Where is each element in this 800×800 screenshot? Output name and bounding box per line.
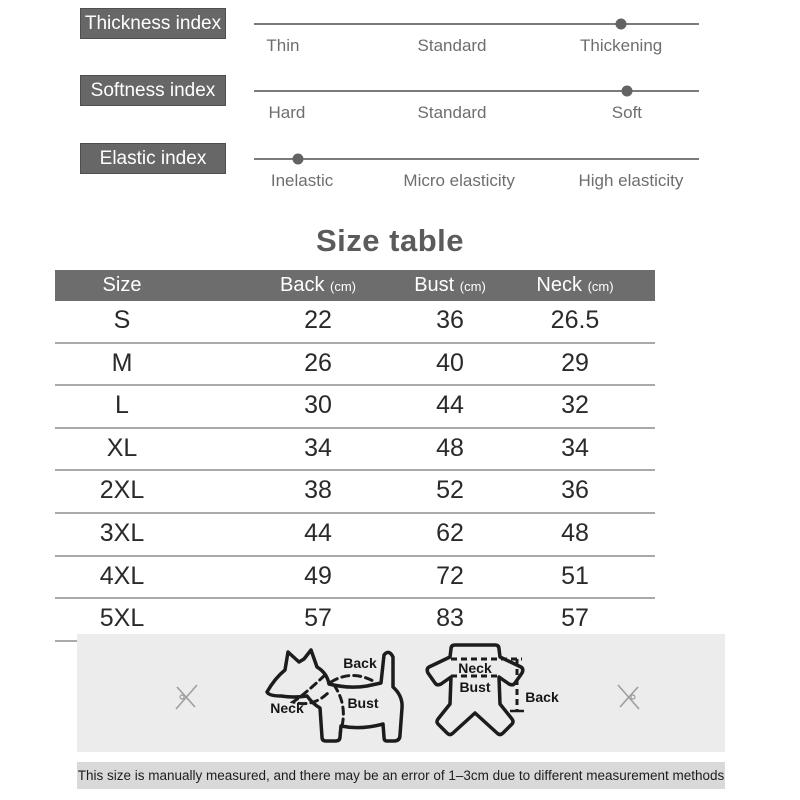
bust-value: 72 bbox=[436, 561, 464, 590]
size-table-title: Size table bbox=[316, 223, 464, 258]
table-row bbox=[55, 557, 655, 600]
thickness-index-label: Thickness index bbox=[80, 8, 226, 39]
back-value: 38 bbox=[304, 476, 332, 505]
garment-measurement-diagram bbox=[420, 640, 570, 744]
size-value: S bbox=[113, 306, 131, 334]
softness-index-dot bbox=[621, 86, 632, 97]
neck-value: 51 bbox=[561, 561, 589, 590]
carousel-prev-icon[interactable] bbox=[173, 682, 201, 712]
softness-index-label: Softness index bbox=[80, 75, 226, 106]
tick-inelastic: Inelastic bbox=[270, 171, 334, 190]
unit-label: (cm) bbox=[330, 279, 357, 294]
tick-soft: Soft bbox=[611, 103, 643, 122]
dog-neck-label: Neck bbox=[270, 700, 304, 716]
tick-hard: Hard bbox=[268, 103, 306, 122]
tick-micro-elasticity: Micro elasticity bbox=[403, 171, 515, 190]
garment-bust-label: Bust bbox=[459, 679, 491, 695]
measurement-diagram-panel bbox=[77, 634, 725, 752]
bust-value: 52 bbox=[436, 476, 464, 505]
size-value: XL bbox=[106, 433, 138, 462]
col-header-back: Back (cm) bbox=[279, 274, 357, 296]
back-value: 44 bbox=[304, 518, 332, 547]
bust-value: 48 bbox=[436, 433, 464, 462]
disclaimer-text: This size is manually measured, and there may be an error of 1–3cm due to different measurement methods bbox=[77, 768, 725, 783]
elastic-index-label: Elastic index bbox=[80, 143, 226, 174]
softness-index-row bbox=[0, 75, 800, 137]
back-value: 22 bbox=[304, 306, 332, 334]
bust-value: 62 bbox=[436, 518, 464, 547]
neck-value: 57 bbox=[561, 604, 589, 633]
neck-value: 48 bbox=[561, 518, 589, 547]
table-row bbox=[55, 386, 655, 429]
bust-value: 40 bbox=[436, 348, 464, 377]
thickness-index-dot bbox=[616, 19, 627, 30]
table-row bbox=[55, 344, 655, 387]
dog-back-label: Back bbox=[343, 655, 377, 671]
bust-value: 44 bbox=[436, 391, 464, 420]
size-value: 3XL bbox=[99, 518, 145, 547]
bust-value: 36 bbox=[436, 306, 464, 334]
elastic-index-row bbox=[0, 143, 800, 205]
back-value: 49 bbox=[304, 561, 332, 590]
col-header-bust: Bust (cm) bbox=[414, 274, 486, 296]
neck-value: 34 bbox=[561, 433, 589, 462]
tick-high-elasticity: High elasticity bbox=[578, 171, 684, 190]
col-header-neck: Neck (cm) bbox=[536, 274, 614, 296]
back-value: 30 bbox=[304, 391, 332, 420]
back-value: 34 bbox=[304, 433, 332, 462]
size-table bbox=[55, 270, 655, 642]
back-value: 26 bbox=[304, 348, 332, 377]
disclaimer-bar bbox=[77, 762, 725, 789]
dog-measurement-diagram bbox=[249, 642, 425, 754]
table-row bbox=[55, 301, 655, 344]
tick-thin: Thin bbox=[266, 36, 300, 55]
unit-label: (cm) bbox=[587, 279, 614, 294]
size-value: L bbox=[115, 391, 129, 420]
elastic-index-dot bbox=[293, 154, 304, 165]
carousel-next-icon[interactable] bbox=[614, 682, 642, 712]
table-row bbox=[55, 471, 655, 514]
bust-value: 83 bbox=[436, 604, 464, 633]
unit-label: (cm) bbox=[459, 279, 486, 294]
table-row bbox=[55, 514, 655, 557]
size-value: 2XL bbox=[99, 476, 145, 505]
size-value: M bbox=[111, 348, 133, 377]
dog-bust-label: Bust bbox=[347, 695, 379, 711]
neck-value: 32 bbox=[561, 391, 589, 420]
back-value: 57 bbox=[304, 604, 332, 633]
neck-value: 36 bbox=[561, 476, 589, 505]
size-table-header bbox=[55, 270, 655, 301]
elastic-index-track bbox=[254, 158, 699, 190]
softness-index-track bbox=[254, 90, 699, 122]
dog-back-dashed-line bbox=[331, 676, 375, 683]
tick-standard: Standard bbox=[417, 103, 487, 122]
garment-back-label: Back bbox=[525, 689, 559, 705]
neck-value: 26.5 bbox=[550, 306, 600, 334]
size-value: 4XL bbox=[99, 561, 145, 590]
tick-thickening: Thickening bbox=[580, 36, 663, 55]
tick-standard: Standard bbox=[417, 36, 487, 55]
garment-neck-label: Neck bbox=[458, 660, 492, 676]
size-value: 5XL bbox=[99, 604, 145, 633]
thickness-index-row bbox=[0, 8, 800, 70]
dog-outline bbox=[267, 650, 402, 741]
thickness-index-track bbox=[254, 23, 699, 55]
table-row bbox=[55, 429, 655, 472]
neck-value: 29 bbox=[561, 348, 589, 377]
col-header-size: Size bbox=[102, 274, 142, 296]
